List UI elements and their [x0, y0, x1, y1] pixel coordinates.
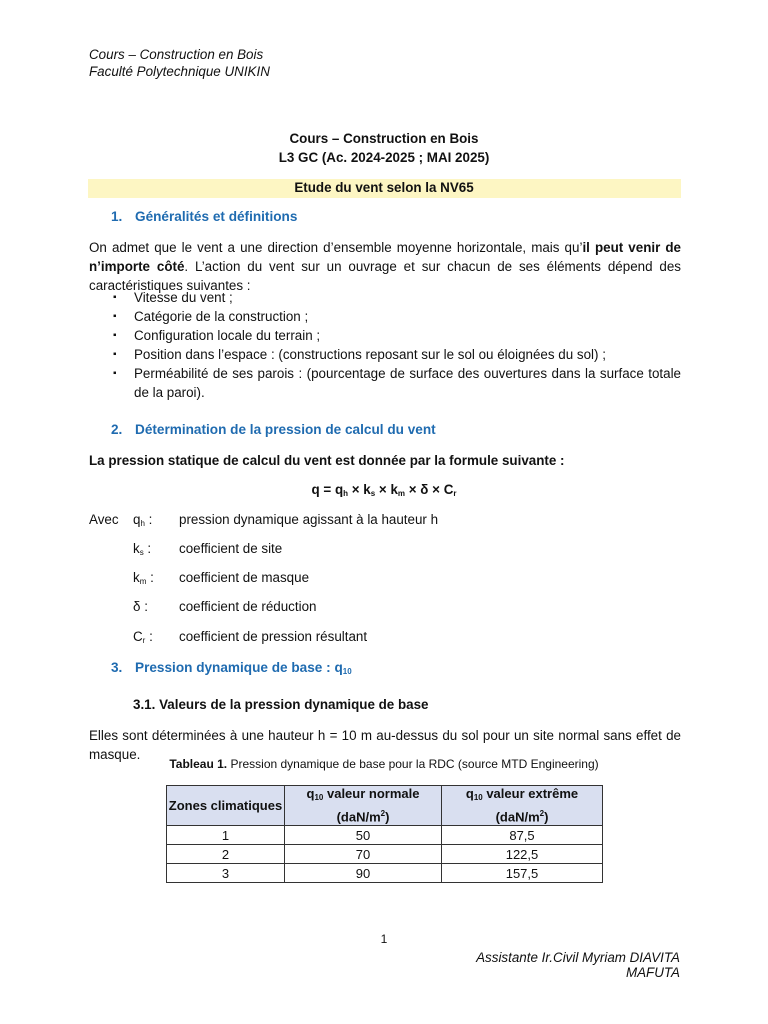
section-title: Pression dynamique de base : q [135, 660, 343, 675]
section-1-heading [111, 209, 297, 224]
cell-extreme: 87,5 [442, 826, 603, 845]
cell-zone: 1 [167, 826, 285, 845]
header-faculty: Faculté Polytechnique UNIKIN [89, 64, 270, 79]
symbol-description: coefficient de site [179, 541, 283, 556]
symbol-description: coefficient de réduction [179, 599, 317, 614]
section-number: 2. [111, 422, 123, 437]
list-item: ▪ Vitesse du vent ; [89, 288, 681, 307]
section-3-heading: 3. Pression dynamique de base : $q_{10}$ [111, 660, 352, 676]
page-number: 1 [380, 932, 388, 946]
running-header [89, 46, 270, 80]
table-row [167, 864, 603, 883]
symbol: $q_h$ : [133, 512, 153, 528]
table-row [167, 826, 603, 845]
symbol-description: coefficient de pression résultant [179, 629, 368, 644]
cell-extreme: 122,5 [442, 845, 603, 864]
section-title: Généralités et définitions [135, 209, 298, 224]
header-normal: $q_{10}$ valeur normale $(daN/m^2)$ [285, 786, 442, 826]
cell-zone: 2 [167, 845, 285, 864]
list-item: ▪ Catégorie de la construction ; [89, 307, 681, 326]
topic-title: Etude du vent selon la NV65 [294, 180, 474, 195]
pressure-formula: $q = q_h \times k_s \times k_m \times \delta \times C_r$ [311, 482, 457, 498]
list-item: ▪ Configuration locale du terrain ; [89, 326, 681, 345]
subsection-3-1-heading [133, 697, 429, 712]
pressure-table [166, 785, 603, 883]
subsection-title: Valeurs de la pression dynamique de base [159, 697, 429, 712]
list-item: ▪ Perméabilité de ses parois : (pourcentage de surface des ouvertures dans la surface totale de la paroi). [89, 364, 681, 402]
cell-normal: 50 [285, 826, 442, 845]
subsection-number: 3.1. [133, 697, 156, 712]
document-subtitle: L3 GC (Ac. 2024-2025 ; MAI 2025) [278, 150, 490, 165]
cell-zone: 3 [167, 864, 285, 883]
section-title: Détermination de la pression de calcul du vent [135, 422, 436, 437]
section-number: 1. [111, 209, 123, 224]
table-row [167, 845, 603, 864]
header-zones: Zones climatiques [167, 786, 285, 826]
cell-normal: 70 [285, 845, 442, 864]
pressure-intro: La pression statique de calcul du vent est donnée par la formule suivante : [89, 453, 565, 468]
document-title: Cours – Construction en Bois [289, 131, 479, 146]
section-number: 3. [111, 660, 123, 675]
avec-label: Avec [89, 512, 119, 527]
symbol-description: coefficient de masque [179, 570, 310, 585]
table-header-row [167, 786, 603, 826]
subsection-paragraph: Elles sont déterminées à une hauteur h = 10 m au-dessus du sol pour un site normal sans effet de masque. [89, 728, 681, 762]
table-caption: Tableau 1. Pression dynamique de base pour la RDC (source MTD Engineering) [169, 757, 599, 771]
section-2-heading [111, 422, 436, 437]
header-extreme: $q_{10}$ valeur extrême $(daN/m^2)$ [442, 786, 603, 826]
intro-paragraph [89, 238, 681, 295]
symbol: $k_s$ : [133, 541, 152, 557]
symbol: δ : [133, 599, 148, 614]
characteristics-list [89, 288, 681, 402]
footer-author: Assistante Ir.Civil Myriam DIAVITA MAFUTA [476, 950, 680, 980]
intro-text: On admet que le vent a une direction d’ensemble moyenne horizontale, mais qu’ [89, 240, 583, 255]
symbol: $k_m$ : [133, 570, 154, 586]
symbol: $C_r$ : [133, 629, 153, 645]
intro-text-end: . L’action du vent sur un ouvrage et sur chacun de ses éléments dépend des caractéristiques suivantes : [89, 259, 681, 293]
symbol-description: pression dynamique agissant à la hauteur h [179, 512, 439, 527]
cell-normal: 90 [285, 864, 442, 883]
header-course: Cours – Construction en Bois [89, 47, 264, 62]
cell-extreme: 157,5 [442, 864, 603, 883]
list-item: ▪ Position dans l’espace : (constructions reposant sur le sol ou éloignées du sol) ; [89, 345, 681, 364]
intro-bold: il peut venir de n’importe côté [89, 240, 682, 274]
